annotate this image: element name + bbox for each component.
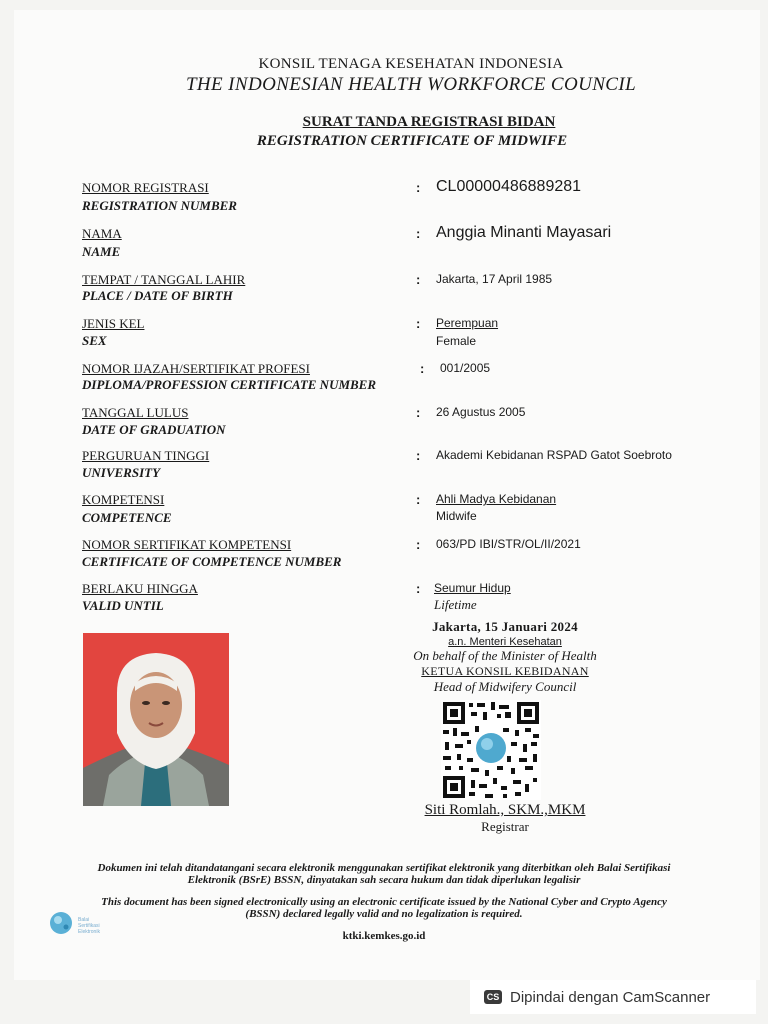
certificate-title-id: SURAT TANDA REGISTRASI BIDAN	[302, 114, 556, 130]
field-value: Anggia Minanti Mayasari	[436, 224, 612, 241]
field-value: Ahli Madya Kebidanan	[436, 492, 557, 506]
website-text: ktki.kemkes.go.id	[342, 930, 426, 942]
signature-position-en: Head of Midwifery Council	[433, 679, 577, 694]
field-label-id: NOMOR SERTIFIKAT KOMPETENSI	[82, 537, 292, 552]
field-label-id: NAMA	[82, 226, 122, 241]
footer-notice-id-line1: Dokumen ini telah ditandatangani secara elektronik menggunakan sertifikat elektronik yang diterbitkan oleh Balai Sertifikasi	[97, 862, 671, 874]
field-value: Perempuan	[436, 316, 499, 330]
signature-block	[360, 619, 650, 695]
field-colon: :	[416, 492, 421, 507]
bsre-logo-text: Balai Sertifikasi Elektronik	[78, 916, 100, 935]
signature-on-behalf-id: a.n. Menteri Kesehatan	[448, 636, 562, 648]
field-label-id: TEMPAT / TANGGAL LAHIR	[82, 272, 246, 287]
council-name-id: KONSIL TENAGA KESEHATAN INDONESIA	[258, 56, 564, 72]
field-colon: :	[420, 361, 425, 376]
council-name-en: THE INDONESIAN HEALTH WORKFORCE COUNCIL	[185, 74, 637, 95]
field-label-id: KOMPETENSI	[82, 492, 165, 507]
field-label-en: NAME	[82, 244, 121, 259]
footer-notice-en	[0, 896, 768, 920]
footer-notice-id-line2: Elektronik (BSrE) BSSN, dinyatakan sah secara hukum dan tidak diperlukan legalisir	[187, 874, 581, 886]
field-label-id: BERLAKU HINGGA	[82, 581, 198, 596]
field-value: 001/2005	[440, 361, 491, 375]
field-value: Seumur Hidup	[434, 581, 511, 595]
field-value-en: Lifetime	[434, 597, 477, 612]
field-colon: :	[416, 272, 421, 287]
field-label-en: REGISTRATION NUMBER	[82, 198, 237, 213]
field-label-en: SEX	[82, 333, 107, 348]
field-colon: :	[416, 537, 421, 552]
signature-place-date: Jakarta, 15 Januari 2024	[432, 619, 578, 634]
field-colon: :	[416, 448, 421, 463]
field-label-id: NOMOR REGISTRASI	[82, 180, 209, 195]
field-value-en: Midwife	[436, 509, 477, 523]
field-label-id: PERGURUAN TINGGI	[82, 448, 210, 463]
field-value: Akademi Kebidanan RSPAD Gatot Soebroto	[436, 448, 672, 462]
field-colon: :	[416, 226, 421, 241]
footer-notice-en-line2: (BSSN) declared legally valid and no legalization is required.	[245, 908, 523, 920]
field-colon: :	[416, 316, 421, 331]
field-colon: :	[416, 405, 421, 420]
field-value: CL00000486889281	[436, 178, 582, 195]
field-colon: :	[416, 581, 421, 596]
camscanner-label: Dipindai dengan CamScanner	[510, 988, 711, 1006]
certificate-title-en: REGISTRATION CERTIFICATE OF MIDWIFE	[256, 133, 568, 149]
field-value: 26 Agustus 2005	[436, 405, 526, 419]
field-label-en: DATE OF GRADUATION	[82, 422, 226, 437]
signatory-role: Registrar	[481, 819, 529, 834]
field-value: 063/PD IBI/STR/OL/II/2021	[436, 537, 581, 551]
field-colon: :	[416, 180, 421, 195]
camscanner-watermark	[470, 980, 756, 1014]
holder-photo	[83, 633, 229, 806]
signature-on-behalf-en: On behalf of the Minister of Health	[413, 648, 597, 663]
camscanner-icon: CS	[484, 990, 502, 1004]
signatory-block	[360, 802, 650, 835]
field-label-id: JENIS KEL	[82, 316, 145, 331]
field-value-en: Female	[436, 334, 477, 348]
footer-notice-en-line1: This document has been signed electronically using an electronic certificate issued by the National Cyber and Crypto Agency	[101, 896, 667, 908]
signature-position-id: KETUA KONSIL KEBIDANAN	[421, 664, 589, 678]
field-label-en: CERTIFICATE OF COMPETENCE NUMBER	[82, 554, 342, 569]
field-label-id: NOMOR IJAZAH/SERTIFIKAT PROFESI	[82, 361, 310, 376]
signatory-name: Siti Romlah., SKM.,MKM	[424, 802, 586, 818]
footer-notice-id	[0, 862, 768, 886]
field-label-en: VALID UNTIL	[82, 598, 164, 613]
field-label-id: TANGGAL LULUS	[82, 405, 189, 420]
field-value: Jakarta, 17 April 1985	[436, 272, 553, 286]
field-label-en: COMPETENCE	[82, 510, 172, 525]
field-label-en: PLACE / DATE OF BIRTH	[82, 288, 233, 303]
field-label-en: DIPLOMA/PROFESSION CERTIFICATE NUMBER	[82, 377, 377, 392]
field-label-en: UNIVERSITY	[82, 465, 161, 480]
qr-code	[441, 700, 541, 800]
